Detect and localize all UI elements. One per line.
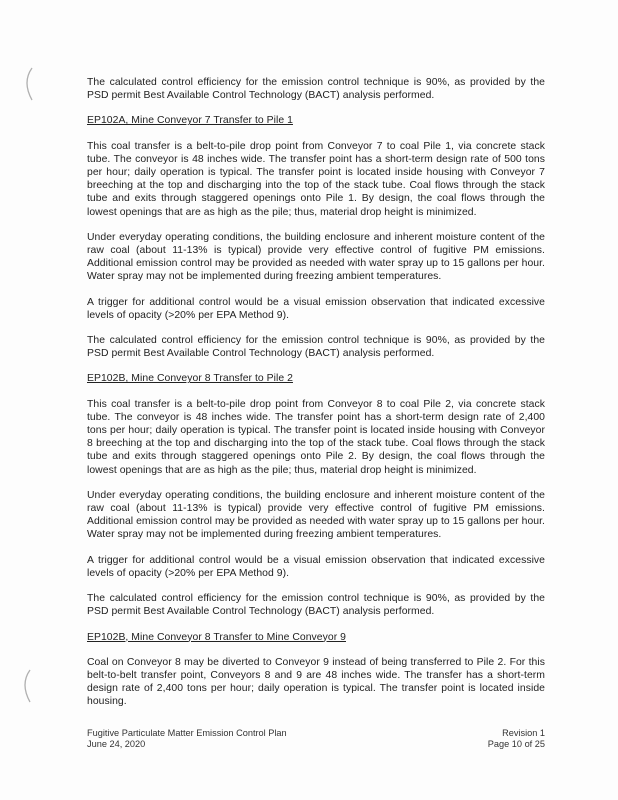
footer-right <box>488 728 545 750</box>
footer-revision: Revision 1 <box>502 728 545 738</box>
footer-left <box>87 728 287 750</box>
body-paragraph: A trigger for additional control would be a visual emission observation that indicated excessive levels of opacity (>20% per EPA Method 9). <box>87 554 545 579</box>
binder-hole-bottom-icon <box>18 668 32 704</box>
body-paragraph: The calculated control efficiency for the emission control technique is 90%, as provided by the PSD permit Best Available Control Technology (BACT) analysis performed. <box>87 593 545 618</box>
section-heading: EP102B, Mine Conveyor 8 Transfer to Pile 2 <box>87 373 293 385</box>
body-paragraph: The calculated control efficiency for the emission control technique is 90%, as provided by the PSD permit Best Available Control Technology (BACT) analysis performed. <box>87 77 545 102</box>
body-paragraph: The calculated control efficiency for the emission control technique is 90%, as provided by the PSD permit Best Available Control Technology (BACT) analysis performed. <box>87 335 545 360</box>
section-heading: EP102A, Mine Conveyor 7 Transfer to Pile 1 <box>87 115 293 127</box>
body-text <box>87 76 545 709</box>
body-paragraph: Under everyday operating conditions, the building enclosure and inherent moisture content of the raw coal (about 11-13% is typical) provide very effective control of fugitive PM emissions. Additional emission control may be provided as needed with water spray up to 15 gallons per hour. Water spray may not be implemented during freezing ambient temperatures. <box>87 489 545 541</box>
binder-hole-top-icon <box>20 66 34 102</box>
section-heading: EP102B, Mine Conveyor 8 Transfer to Mine Conveyor 9 <box>87 631 346 643</box>
body-paragraph: Coal on Conveyor 8 may be diverted to Conveyor 9 instead of being transferred to Pile 2. For this belt-to-belt transfer point, Conveyors 8 and 9 are 48 inches wide. The transfer has a short-term design rate of 2,400 tons per hour; daily operation is typical. The transfer point is located inside housing. <box>87 656 545 708</box>
footer-plan-title: Fugitive Particulate Matter Emission Control Plan <box>87 728 287 738</box>
body-paragraph: This coal transfer is a belt-to-pile drop point from Conveyor 8 to coal Pile 2, via concrete stack tube. The conveyor is 48 inches wide. The transfer point has a short-term design rate of 2,400 tons per hour; daily operation is typical. The transfer point is located inside housing with Conveyor 8 breeching at the top and discharging into the top of the stack tube. Coal flows through the stack tube and exits through staggered openings onto Pile 2. By design, the coal flows through the lowest openings that are as high as the pile; thus, material drop height is minimized. <box>87 398 545 476</box>
footer-page-number: Page 10 of 25 <box>487 739 545 749</box>
footer-date: June 24, 2020 <box>87 739 146 749</box>
body-paragraph: This coal transfer is a belt-to-pile drop point from Conveyor 7 to coal Pile 1, via concrete stack tube. The conveyor is 48 inches wide. The transfer point has a short-term design rate of 500 tons per hour; daily operation is typical. The transfer point is located inside housing with Conveyor 7 breeching at the top and discharging into the top of the stack tube. Coal flows through the stack tube and exits through staggered openings onto Pile 1. By design, the coal flows through the lowest openings that are as high as the pile; thus, material drop height is minimized. <box>87 140 545 218</box>
body-paragraph: A trigger for additional control would be a visual emission observation that indicated excessive levels of opacity (>20% per EPA Method 9). <box>87 296 545 321</box>
body-paragraph: Under everyday operating conditions, the building enclosure and inherent moisture content of the raw coal (about 11-13% is typical) provide very effective control of fugitive PM emissions. Additional emission control may be provided as needed with water spray up to 15 gallons per hour. Water spray may not be implemented during freezing ambient temperatures. <box>87 231 545 283</box>
